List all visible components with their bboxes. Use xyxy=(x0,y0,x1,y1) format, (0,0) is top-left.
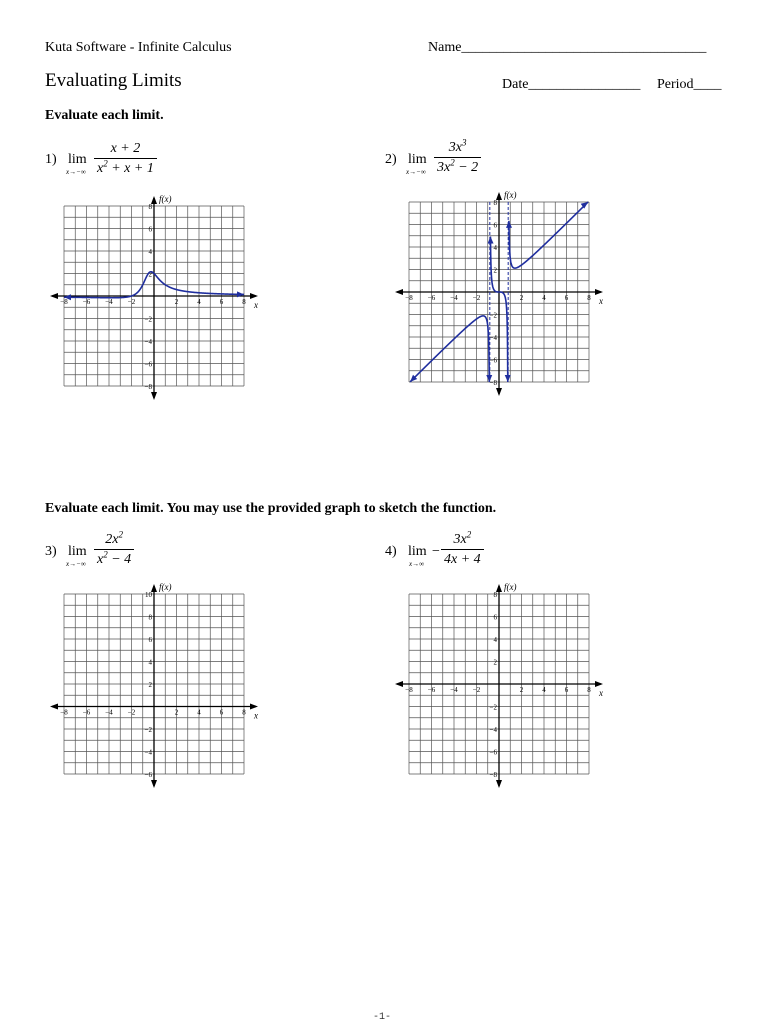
x-tick-label: 8 xyxy=(242,708,246,717)
lim-subscript: x→−∞ xyxy=(66,560,86,568)
y-tick-label: 8 xyxy=(148,203,152,211)
problem-number: 1) xyxy=(45,152,57,167)
x-tick-label: −6 xyxy=(82,708,91,717)
x-tick-label: −8 xyxy=(405,686,413,694)
numerator: $3x^2$ xyxy=(453,529,472,547)
x-tick-label: −6 xyxy=(82,298,91,306)
x-axis-arrow-left xyxy=(395,681,403,687)
y-tick-label: −2 xyxy=(144,315,152,324)
x-tick-label: −8 xyxy=(405,294,413,302)
y-tick-label: 4 xyxy=(493,244,497,252)
y-tick-label: −8 xyxy=(489,379,497,387)
x-tick-label: 6 xyxy=(564,294,569,302)
numerator: $3x^3$ xyxy=(448,137,467,155)
y-tick-label: 2 xyxy=(148,270,152,279)
fraction xyxy=(94,141,157,177)
period-field[interactable]: Period____ xyxy=(657,77,722,92)
x-tick-label: −8 xyxy=(60,298,68,306)
y-tick-label: −8 xyxy=(144,383,152,391)
y-axis-label: f(x) xyxy=(504,582,517,592)
x-tick-label: 2 xyxy=(519,294,524,302)
x-axis-arrow-left xyxy=(50,293,58,299)
problem-number: 4) xyxy=(385,544,397,559)
y-tick-label: 10 xyxy=(145,591,152,599)
x-axis-label: x xyxy=(599,688,603,698)
y-tick-label: −2 xyxy=(489,311,497,320)
denominator: $3x^2 - 2$ xyxy=(434,157,481,176)
numerator: $2x^2$ xyxy=(105,529,123,547)
denominator: $x^2 - 4$ xyxy=(94,549,134,568)
lim-subscript: x→∞ xyxy=(409,560,425,568)
name-field[interactable]: Name___________________________________ xyxy=(428,40,707,55)
section-instruction: Evaluate each limit. xyxy=(45,108,164,123)
coordinate-graph-1 xyxy=(40,190,268,414)
date-field[interactable]: Date________________ xyxy=(502,77,641,92)
page-number: -1- xyxy=(373,1012,392,1023)
lim-subscript: x→−∞ xyxy=(66,168,86,176)
y-tick-label: 6 xyxy=(148,225,152,234)
problem-number: 2) xyxy=(385,152,397,167)
y-tick-label: 2 xyxy=(493,266,497,275)
x-tick-label: −6 xyxy=(427,686,436,694)
x-axis-label: x xyxy=(254,300,258,310)
y-axis-arrow-down xyxy=(496,388,502,396)
x-axis-arrow-left xyxy=(50,704,58,710)
x-tick-label: −2 xyxy=(472,294,481,302)
x-axis-arrow-right xyxy=(250,704,258,710)
y-tick-label: −4 xyxy=(489,726,497,734)
section-instruction: Evaluate each limit. You may use the provided graph to sketch the function. xyxy=(45,501,497,516)
y-tick-label: 8 xyxy=(493,591,497,599)
lim-operator: lim xyxy=(68,152,87,167)
lim-operator: lim xyxy=(408,544,427,559)
x-tick-label: 6 xyxy=(219,708,224,717)
lim-subscript: x→−∞ xyxy=(406,168,426,176)
y-tick-label: −2 xyxy=(489,703,497,712)
x-tick-label: −2 xyxy=(127,708,136,717)
y-axis-label: f(x) xyxy=(504,190,517,200)
y-axis-arrow-down xyxy=(496,780,502,788)
x-axis-label: x xyxy=(254,710,258,721)
x-tick-label: 6 xyxy=(219,298,224,306)
x-axis-arrow-right xyxy=(595,681,603,687)
x-tick-label: 4 xyxy=(542,686,546,694)
y-tick-label: 6 xyxy=(148,636,152,644)
publisher-label: Kuta Software - Infinite Calculus xyxy=(45,40,232,55)
x-tick-label: −2 xyxy=(127,298,136,306)
lim-operator: lim xyxy=(408,152,427,167)
x-tick-label: 8 xyxy=(242,298,246,306)
y-axis-arrow-down xyxy=(151,780,157,788)
fraction xyxy=(94,529,134,568)
curve-end-arrow xyxy=(488,237,494,244)
x-tick-label: 6 xyxy=(564,686,569,694)
x-tick-label: −4 xyxy=(450,294,458,302)
x-tick-label: −4 xyxy=(105,298,113,306)
x-tick-label: −8 xyxy=(60,708,68,717)
y-tick-label: −2 xyxy=(144,726,152,734)
y-tick-label: −4 xyxy=(144,748,152,757)
curve-end-arrow xyxy=(505,375,511,382)
x-tick-label: 8 xyxy=(587,294,591,302)
worksheet-title: Evaluating Limits xyxy=(45,70,182,91)
denominator: $x^2 + x + 1$ xyxy=(94,158,157,177)
x-tick-label: −4 xyxy=(105,708,113,717)
y-tick-label: −4 xyxy=(144,338,152,346)
negative-sign: − xyxy=(432,544,440,559)
coordinate-graph-4[interactable] xyxy=(385,578,613,802)
x-tick-label: −2 xyxy=(472,686,481,694)
x-axis-arrow-left xyxy=(395,289,403,295)
fraction xyxy=(434,137,481,176)
y-tick-label: −6 xyxy=(489,748,497,757)
y-tick-label: 2 xyxy=(493,658,497,667)
y-tick-label: −6 xyxy=(144,360,152,369)
y-tick-label: −4 xyxy=(489,334,497,342)
y-tick-label: 4 xyxy=(493,636,497,644)
problem-number: 3) xyxy=(45,544,57,559)
x-axis-label: x xyxy=(599,296,603,306)
numerator: x + 2 xyxy=(110,141,141,156)
coordinate-graph-2 xyxy=(385,186,613,410)
y-tick-label: 8 xyxy=(493,199,497,207)
x-tick-label: 4 xyxy=(197,298,201,306)
y-tick-label: 4 xyxy=(148,658,152,667)
x-tick-label: 8 xyxy=(587,686,591,694)
y-axis-arrow-down xyxy=(151,392,157,400)
x-tick-label: 2 xyxy=(174,298,179,306)
x-tick-label: 2 xyxy=(174,708,179,717)
y-tick-label: 8 xyxy=(148,613,152,622)
y-tick-label: 6 xyxy=(493,221,497,230)
y-tick-label: −6 xyxy=(144,771,152,779)
coordinate-graph-3[interactable] xyxy=(40,578,268,802)
lim-operator: lim xyxy=(68,544,87,559)
y-axis-label: f(x) xyxy=(159,194,172,204)
x-axis-arrow-right xyxy=(250,293,258,299)
y-tick-label: 2 xyxy=(148,681,152,689)
x-tick-label: 4 xyxy=(197,708,201,717)
x-tick-label: 4 xyxy=(542,294,546,302)
y-tick-label: 6 xyxy=(493,613,497,622)
x-tick-label: −4 xyxy=(450,686,458,694)
denominator: 4x + 4 xyxy=(441,549,484,568)
y-tick-label: −6 xyxy=(489,356,497,365)
y-tick-label: 4 xyxy=(148,248,152,256)
y-axis-label: f(x) xyxy=(159,582,172,592)
fraction xyxy=(441,529,484,568)
x-tick-label: 2 xyxy=(519,686,524,694)
x-axis-arrow-right xyxy=(595,289,603,295)
y-tick-label: −8 xyxy=(489,771,497,779)
x-tick-label: −6 xyxy=(427,294,436,302)
